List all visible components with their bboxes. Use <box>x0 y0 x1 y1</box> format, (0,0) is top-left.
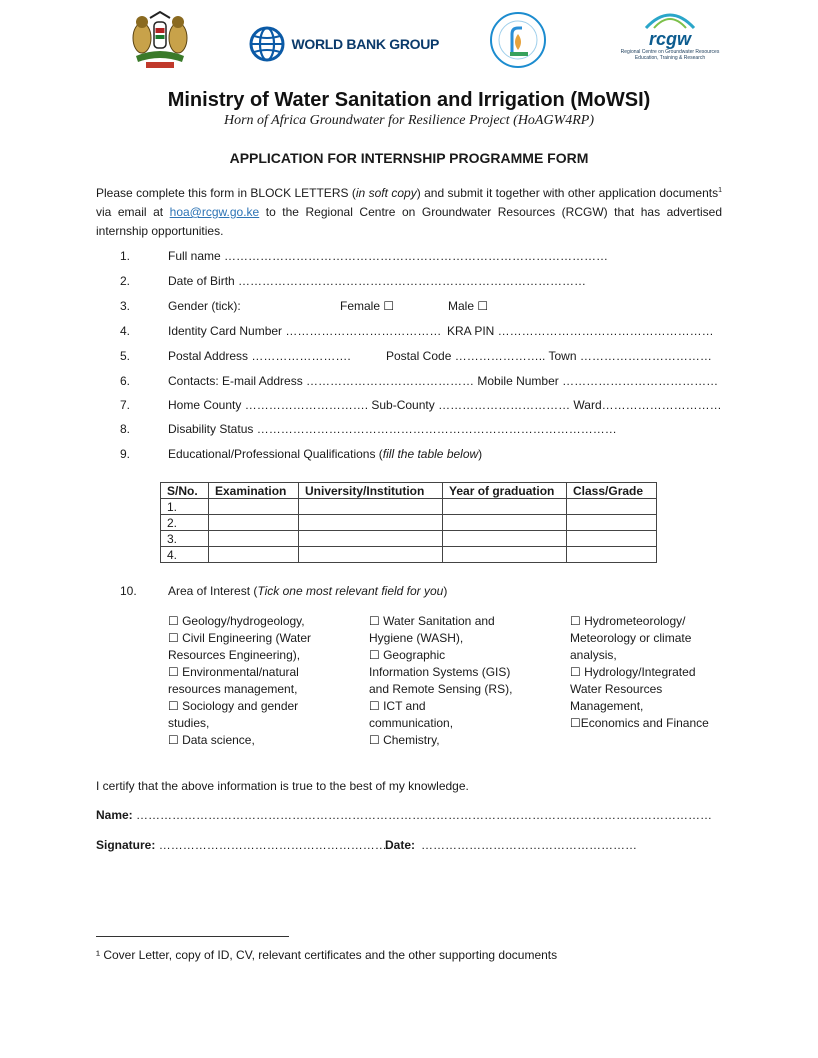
postal-code-town-field[interactable]: Postal Code ………………….. Town …………………………… <box>386 349 712 363</box>
email-link[interactable]: hoa@rcgw.go.ke <box>169 205 260 219</box>
item-number: 3. <box>120 299 131 313</box>
table-cell[interactable] <box>299 531 443 547</box>
ministry-title: Ministry of Water Sanitation and Irrigation (MoWSI) <box>167 89 651 111</box>
qualifications-italic: fill the table below <box>382 447 479 461</box>
intro-text: to the Regional Centre on Groundwater Resources (RCGW) that has advertised internship opportunities. <box>96 205 722 238</box>
interest-option-text: communication, <box>369 716 454 730</box>
qualifications-text: ) <box>478 447 483 461</box>
footnote-marker: 1 <box>718 187 722 194</box>
hoa-ring-text <box>488 72 548 73</box>
rcgw-logo <box>618 8 722 61</box>
column-header: S/No. <box>161 483 209 499</box>
interest-option-text: Resources Engineering), <box>168 648 301 662</box>
interest-option-ict[interactable]: ☐ ICT and <box>369 699 426 713</box>
date-field[interactable]: ……………………………………………… <box>421 838 637 852</box>
interest-column-1 <box>168 613 311 749</box>
kenya-coat-of-arms-icon <box>128 8 192 72</box>
interest-text: ) <box>443 584 448 598</box>
certification-statement: I certify that the above information is true to the best of my knowledge. <box>96 779 469 793</box>
rcgw-wordmark: rcgw <box>648 29 691 49</box>
date-of-birth-field[interactable]: Date of Birth …………………………………………………………………………… <box>168 274 587 288</box>
name-field[interactable]: ……………………………………………………………………………………………………………………………… <box>136 808 713 822</box>
table-cell[interactable] <box>209 499 299 515</box>
interest-option-gis[interactable]: ☐ Geographic <box>369 648 446 662</box>
date-label: Date: <box>385 838 416 852</box>
interest-option-civil-engineering[interactable]: ☐ Civil Engineering (Water <box>168 631 312 645</box>
full-name-field[interactable]: Full name …………………………………………………………………………………… <box>168 249 609 263</box>
interest-option-text: Information Systems (GIS) <box>369 665 511 679</box>
world-bank-wordmark: WORLD BANK GROUP <box>291 36 440 52</box>
column-header: Examination <box>209 483 299 499</box>
table-cell[interactable] <box>567 531 657 547</box>
interest-option-text: analysis, <box>570 648 617 662</box>
interest-option-economics[interactable]: ☐Economics and Finance <box>570 716 709 730</box>
interest-option-text: resources management, <box>168 682 298 696</box>
table-cell[interactable] <box>299 499 443 515</box>
table-cell[interactable] <box>443 531 567 547</box>
postal-address-field[interactable]: Postal Address ……………………. <box>168 349 351 363</box>
gender-male-checkbox[interactable]: Male ☐ <box>448 299 489 313</box>
interest-option-text: studies, <box>168 716 210 730</box>
interest-column-3 <box>570 613 709 732</box>
table-header-row <box>161 483 657 499</box>
form-title: APPLICATION FOR INTERNSHIP PROGRAMME FORM <box>229 150 589 166</box>
item-number: 9. <box>120 447 131 461</box>
column-header: Year of graduation <box>443 483 567 499</box>
world-bank-globe-icon <box>249 26 285 62</box>
qualifications-text: Educational/Professional Qualifications ( <box>168 447 383 461</box>
signature-label: Signature: <box>96 838 156 852</box>
interest-option-hydrology[interactable]: ☐ Hydrology/Integrated <box>570 665 696 679</box>
signature-field[interactable]: ………………………………………………… <box>158 838 387 852</box>
intro-text: Please complete this form in BLOCK LETTERS ( <box>96 186 356 200</box>
interest-option-sociology[interactable]: ☐ Sociology and gender <box>168 699 299 713</box>
table-cell[interactable] <box>299 515 443 531</box>
item-number: 1. <box>120 249 131 263</box>
world-bank-logo <box>249 26 439 62</box>
row-number: 1. <box>161 499 209 515</box>
table-cell[interactable] <box>567 547 657 563</box>
interest-option-geology[interactable]: ☐ Geology/hydrogeology, <box>168 614 305 628</box>
interest-italic: Tick one most relevant field for you <box>257 584 444 598</box>
table-cell[interactable] <box>209 547 299 563</box>
table-row <box>161 515 657 531</box>
qualifications-table <box>160 482 657 563</box>
table-row <box>161 499 657 515</box>
gender-female-checkbox[interactable]: Female ☐ <box>340 299 395 313</box>
item-number: 10. <box>120 584 137 598</box>
item-number: 7. <box>120 398 131 412</box>
interest-option-chemistry[interactable]: ☐ Chemistry, <box>369 733 440 747</box>
table-row <box>161 547 657 563</box>
interest-text: Area of Interest ( <box>168 584 258 598</box>
interest-option-text: Management, <box>570 699 644 713</box>
table-cell[interactable] <box>443 547 567 563</box>
name-label: Name: <box>96 808 133 822</box>
rcgw-logo-icon <box>640 8 700 30</box>
interest-option-text: Water Resources <box>570 682 663 696</box>
intro-text: ) and submit it together with other application documents <box>416 186 719 200</box>
project-subtitle: Horn of Africa Groundwater for Resilience Project (HoAGW4RP) <box>223 113 595 128</box>
contacts-field[interactable]: Contacts: E-mail Address …………………………………… Mobile Number ………………………………… <box>168 374 719 388</box>
gender-label: Gender (tick): <box>168 299 241 313</box>
footnote-text: ¹ Cover Letter, copy of ID, CV, relevant certificates and the other supporting documents <box>96 948 558 962</box>
table-cell[interactable] <box>567 515 657 531</box>
intro-text: via email at <box>96 205 170 219</box>
instructions-paragraph <box>96 181 722 241</box>
column-header: University/Institution <box>299 483 443 499</box>
table-cell[interactable] <box>299 547 443 563</box>
column-header: Class/Grade <box>567 483 657 499</box>
item-number: 5. <box>120 349 131 363</box>
interest-option-wash[interactable]: ☐ Water Sanitation and <box>369 614 495 628</box>
intro-italic: in soft copy <box>355 186 417 200</box>
interest-option-text: Meteorology or climate <box>570 631 692 645</box>
interest-column-2 <box>369 613 512 749</box>
county-ward-field[interactable]: Home County …………………………. Sub-County …………………………… Ward………………………… <box>168 398 722 412</box>
kra-pin-field[interactable]: KRA PIN ……………………………………………… <box>447 324 714 338</box>
item-number: 2. <box>120 274 131 288</box>
hoa-groundwater-icon <box>488 10 548 70</box>
interest-label <box>168 584 447 598</box>
table-cell[interactable] <box>443 499 567 515</box>
row-number: 3. <box>161 531 209 547</box>
interest-option-text: Hygiene (WASH), <box>369 631 464 645</box>
disability-status-field[interactable]: Disability Status ……………………………………………………………………………… <box>168 422 617 436</box>
logo-strip <box>0 8 818 74</box>
table-row <box>161 531 657 547</box>
id-card-number-field[interactable]: Identity Card Number ………………………………… <box>168 324 442 338</box>
table-cell[interactable] <box>443 515 567 531</box>
name-line <box>96 808 712 822</box>
table-cell[interactable] <box>567 499 657 515</box>
item-number: 8. <box>120 422 131 436</box>
table-cell[interactable] <box>209 531 299 547</box>
item-number: 4. <box>120 324 131 338</box>
rcgw-caption: Regional Centre on Groundwater Resources Education, Training & Research <box>620 49 720 61</box>
item-number: 6. <box>120 374 131 388</box>
row-number: 2. <box>161 515 209 531</box>
interest-option-text: and Remote Sensing (RS), <box>369 682 513 696</box>
interest-option-hydrometeorology[interactable]: ☐ Hydrometeorology/ <box>570 614 686 628</box>
signature-line <box>96 838 637 852</box>
row-number: 4. <box>161 547 209 563</box>
interest-option-environmental[interactable]: ☐ Environmental/natural <box>168 665 299 679</box>
table-cell[interactable] <box>209 515 299 531</box>
interest-option-data-science[interactable]: ☐ Data science, <box>168 733 255 747</box>
footnote-divider <box>96 936 289 937</box>
qualifications-label <box>168 447 482 461</box>
